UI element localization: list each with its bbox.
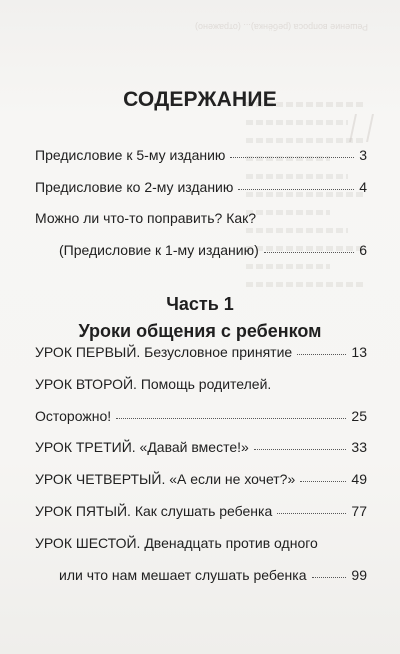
part-number: Часть 1 <box>166 294 234 314</box>
toc-item-page: 13 <box>351 344 367 360</box>
toc-item <box>35 341 367 363</box>
toc-item <box>35 144 367 166</box>
toc-item-title: (Предисловие к 1-му изданию) <box>59 242 259 258</box>
toc-item-continuation <box>35 405 367 427</box>
toc-item-title: УРОК ТРЕТИЙ. «Давай вместе!» <box>35 439 249 455</box>
page-title: СОДЕРЖАНИЕ <box>123 88 277 111</box>
toc-item <box>35 373 367 395</box>
toc-item-page: 25 <box>351 408 367 424</box>
toc-item <box>35 532 367 554</box>
toc-item-title: Предисловие к 5-му изданию <box>35 147 226 163</box>
toc-item-title: Можно ли что-то поправить? Как? <box>35 210 257 226</box>
toc-item-title: УРОК ПЕРВЫЙ. Безусловное принятие <box>35 344 293 360</box>
toc-item <box>35 436 367 458</box>
toc-item <box>35 468 367 490</box>
dot-leader <box>238 189 354 190</box>
toc-item-page: 49 <box>351 471 367 487</box>
dot-leader <box>254 449 347 450</box>
toc-item-title: Осторожно! <box>35 408 112 424</box>
toc-item-continuation <box>35 564 367 586</box>
toc-item-page: 4 <box>359 179 367 195</box>
part-title: Уроки общения с ребенком <box>78 321 322 341</box>
toc-item-title: или что нам мешает слушать ребенка <box>59 567 307 583</box>
dot-leader <box>312 577 347 578</box>
dot-leader <box>297 354 346 355</box>
toc-item-page: 6 <box>359 242 367 258</box>
bleed-through-header: Решение вопроса (ребёнка)... (отражено) <box>194 22 368 32</box>
dot-leader <box>230 157 354 158</box>
toc-item-page: 77 <box>351 503 367 519</box>
toc-item-title: УРОК ВТОРОЙ. Помощь родителей. <box>35 376 272 392</box>
toc-item-title: УРОК ЧЕТВЕРТЫЙ. «А если не хочет?» <box>35 471 296 487</box>
toc-item-page: 33 <box>351 439 367 455</box>
toc-item-title: Предисловие ко 2-му изданию <box>35 179 234 195</box>
toc-item-page: 99 <box>351 567 367 583</box>
toc-item-title: УРОК ПЯТЫЙ. Как слушать ребенка <box>35 503 273 519</box>
dot-leader <box>264 252 354 253</box>
toc-item <box>35 239 367 261</box>
toc-item <box>35 176 367 198</box>
dot-leader <box>116 418 346 419</box>
toc-item-title: УРОК ШЕСТОЙ. Двенадцать против одного <box>35 535 318 551</box>
toc-item <box>35 500 367 522</box>
dot-leader <box>277 513 346 514</box>
toc-item <box>35 207 367 229</box>
dot-leader <box>300 481 346 482</box>
toc-item-page: 3 <box>359 147 367 163</box>
